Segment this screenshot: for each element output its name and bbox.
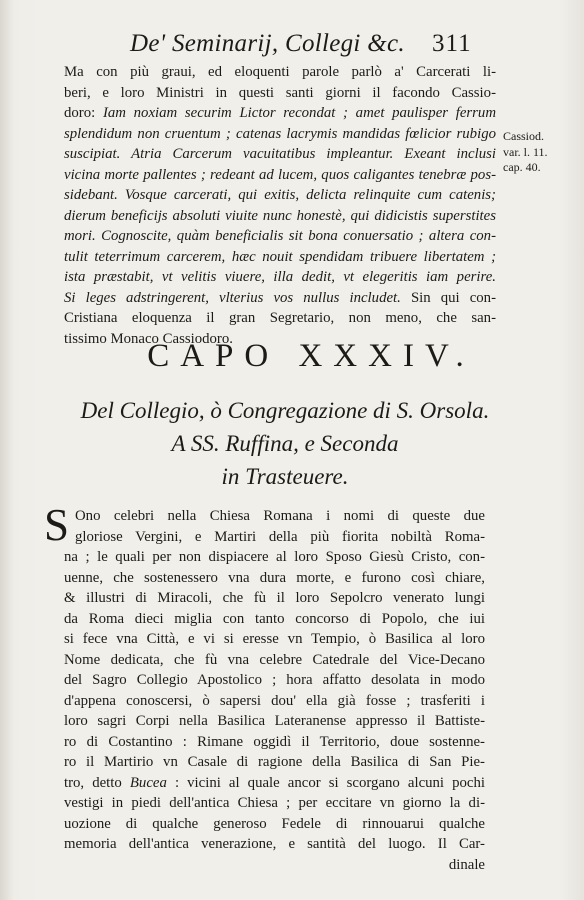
margin-note-line: Cassiod. [503, 129, 545, 143]
text-line: & illustri di Miracoli, che fù il loro Sepolcro venerato lungi [64, 590, 485, 606]
text-line: d'appena conoscersi, ò sapersi dou' ella già fosse ; trasferiti i [64, 692, 485, 709]
section-title-line: A SS. Ruffina, e Seconda [171, 431, 399, 456]
text-line: Nome dedicata, che fù vna celebre Catedrale del Vice-Decano [64, 651, 485, 668]
text-line: loro sagri Corpi nella Basilica Lateranense appresso il Battiste- [64, 713, 485, 729]
text-line: uozione di qualche generoso Fedele di rinnouarui qualche [64, 815, 485, 832]
catchword: dinale [448, 856, 485, 873]
text-line: beri, e loro Ministri in questi santi giorni il facondo Cassio- [64, 84, 496, 101]
text-line: na ; le quali per non dispiacere al loro Sposo Giesù Cristo, con- [64, 549, 485, 565]
text-line: uenne, che sostenessero vna dura morte, e furono così chiare, [64, 569, 485, 586]
latin-quote-line: ista præstabit, vt velitis viuere, illa dedit, vt elegeritis iam perire. [64, 269, 496, 285]
margin-note-line: cap. 40. [503, 160, 541, 174]
paragraph-quotation [64, 62, 496, 349]
text-fragment: : vicini al quale ancor si scorgano alcuni pochi [174, 774, 485, 791]
text-line: vestigi in piedi dell'antica Chiesa ; per eccitare vn giorno la di- [64, 795, 485, 811]
latin-quote-line: dierum beneficijs absoluti viuite nunc honestè, qui didicistis superstites [64, 207, 496, 224]
latin-quote-line: tulit teterrimum carcerem, hæc nouit spendidam tribuere libertatem ; [64, 248, 496, 265]
text-line: si fece vna Città, e vi si eresse vn Tempio, ò Basilica al loro [64, 631, 485, 647]
text-line: Cristiana eloquenza il gran Segretario, non meno, che san- [64, 310, 496, 326]
margin-note [503, 129, 573, 176]
margin-note-line: var. l. 11. [503, 144, 548, 159]
latin-quote-line: splendidum non cruentum ; catenas lacrymis mandidas fœlicior rubigo [64, 125, 496, 142]
text-line [64, 103, 496, 124]
latin-quote-fragment: Iam noxiam securim Lictor recondat ; amet paulisper ferrum [102, 105, 497, 121]
text-line: ro di Costantino : Rimane oggidì il Territorio, doue sostenne- [64, 733, 485, 750]
latin-quote-fragment: Si leges adstringerent, vlterius vos nullus includet. [64, 289, 401, 306]
running-title: De' Seminarij, Collegi &c. [130, 30, 405, 57]
text-line: Ono celebri nella Chiesa Romana i nomi di queste due [75, 508, 485, 524]
text-line [64, 288, 496, 309]
text-line: tissimo Monaco Cassiodoro. [64, 330, 233, 347]
place-name: Bucea [129, 774, 167, 791]
text-line: del Sagro Collegio Apostolico ; hora affatto desolata in modo [64, 672, 485, 688]
text-fragment: Sin qui con- [410, 289, 497, 306]
text-fragment: tro, detto [64, 774, 122, 791]
paragraph-body-continued [64, 547, 485, 875]
text-line: Ma con più graui, ed eloquenti parole parlò a' Carcerati li- [64, 64, 496, 80]
drop-cap: S [44, 500, 70, 550]
text-line: da Roma dieci miglia con tanto concorso di Popolo, che iui [64, 610, 485, 627]
text-line: ro il Martirio vn Casale di ragione della Basilica di San Pie- [64, 754, 485, 770]
text-line: memoria dell'antica venerazione, e santità del luogo. Il Car- [64, 836, 485, 852]
latin-quote-line: vicina morte pallentes ; redeant ad lucem, quos caligantes tenebræ pos- [64, 166, 496, 183]
latin-quote-line: suscipiat. Atria Carcerum vacuitatibus impleantur. Exeant inclusi [64, 146, 496, 162]
text-line [64, 773, 485, 794]
chapter-heading: CAPO XXXIV. [147, 338, 475, 374]
latin-quote-line: sidebant. Vosque carcerati, qui exitis, delicta relinquite cum catenis; [64, 187, 496, 203]
text-fragment: doro: [64, 105, 96, 121]
section-title-line: in Trasteuere. [221, 464, 349, 489]
section-title [60, 394, 510, 493]
page-number: 311 [432, 30, 472, 57]
paragraph-body [75, 506, 485, 547]
section-title-line: Del Collegio, ò Congregazione di S. Orsola. [80, 398, 490, 423]
text-line: gloriose Vergini, e Martiri della più fiorita nobiltà Roma- [75, 528, 485, 545]
latin-quote-line: mori. Cognoscite, quàm beneficialis sit bona conuersatio ; altera con- [64, 228, 496, 244]
